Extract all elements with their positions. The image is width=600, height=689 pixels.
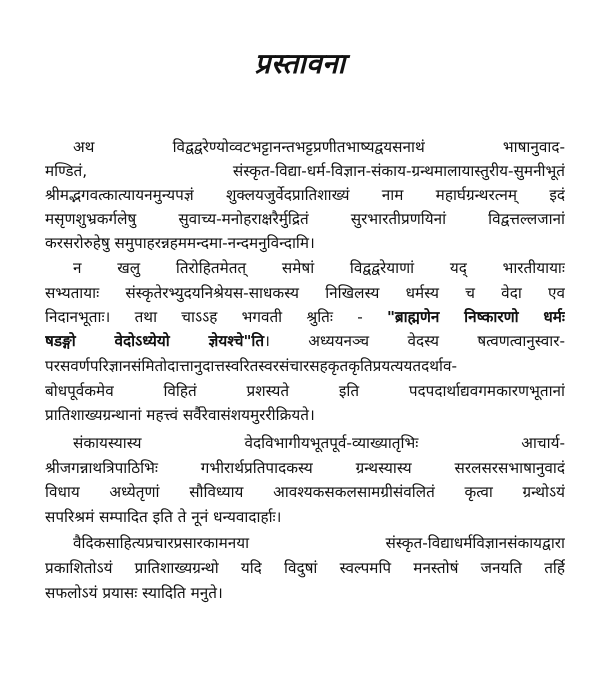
text-line: करसरोरुहेषु समुपाहरन्नहममन्दमा-नन्दमनुविन्दामि। bbox=[45, 234, 315, 252]
text-line: मसृणशुभ्रकर्गलेषु सुवाच्य-मनोहराक्षरैर्मुद्रितं सुरभारतीप्रणयिनां विद्वत्तल्लजानां bbox=[45, 210, 565, 228]
text-line: सफलोऽयं प्रयासः स्यादिति मनुते। bbox=[45, 584, 223, 602]
page-title: प्रस्तावना bbox=[254, 47, 346, 80]
text-line: सभ्यतायाः संस्कृतेरभ्युदयनिश्रेयस-साधकस्य निखिलस्य धर्मस्य च वेदा एव bbox=[45, 284, 565, 302]
text-line: प्रकाशितोऽयं प्रातिशाख्यग्रन्थो यदि विदुषां स्वल्पमपि मनस्तोषं जनयति तर्हि bbox=[45, 559, 565, 577]
text-line: न खलु तिरोहितमेतत् समेषां विद्वद्वरेयाणां यद् भारतीयायाः bbox=[73, 259, 565, 277]
text-line: परसवर्णपरिज्ञानसंमितोदात्तानुदात्तस्वरितस्वरसंचारसहकृतकृतिप्रयत्ययतदर्थाव- bbox=[45, 357, 458, 375]
text-line: निदानभूताः। तथा चाऽऽह भगवती श्रुतिः - "ब्राह्मणेन निष्कारणो धर्मः bbox=[45, 308, 565, 326]
text-line: श्रीजगन्नाथत्रिपाठिभिः गभीरार्थप्रतिपादकस्य ग्रन्थस्यास्य सरलसरसभाषानुवादं bbox=[45, 459, 565, 477]
text-line: संकायस्यास्य वेदविभागीयभूतपूर्व-व्याख्यातृभिः आचार्य- bbox=[73, 434, 565, 452]
text-line: विधाय अध्येतृणां सौविध्याय आवश्यकसकलसामग्रीसंवलितं कृत्वा ग्रन्थोऽयं bbox=[45, 483, 565, 501]
text-line: अथ विद्वद्वरेण्योव्वटभट्टानन्तभट्टप्रणीतभाष्यद्वयसनाथं भाषानुवाद- bbox=[73, 138, 565, 156]
text-line: बोधपूर्वकमेव विहितं प्रशस्यते इति पदपदार्थाद्यवगमकारणभूतानां bbox=[45, 382, 565, 400]
text-line: सपरिश्रमं सम्पादित इति ते नूनं धन्यवादार्हाः। bbox=[45, 508, 282, 526]
text-line: वैदिकसाहित्यप्रचारप्रसारकामनया संस्कृत-विद्याधर्मविज्ञानसंकायद्वारा bbox=[73, 534, 565, 552]
text-line: मण्डितं, संस्कृत-विद्या-धर्म-विज्ञान-संकाय-ग्रन्थमालायास्तुरीय-सुमनीभूतं bbox=[45, 162, 565, 180]
quoted-verse: "ब्राह्मणेन निष्कारणो धर्मः bbox=[386, 308, 565, 326]
text-line: प्रातिशाख्यग्रन्थानां महत्त्वं सर्वैरेवासंशयमुररीक्रियते। bbox=[45, 406, 315, 424]
quoted-verse: षडङ्गो वेदोऽध्येयो ज्ञेयश्चे"ति bbox=[45, 332, 265, 350]
text-line: षडङ्गो वेदोऽध्येयो ज्ञेयश्चे"ति। अध्ययनञ्च वेदस्य षत्वणत्वानुस्वार- bbox=[45, 332, 565, 350]
text-line: श्रीमद्भगवत्कात्यायनमुन्यपज्ञं शुक्लयजुर्वेदप्रातिशाख्यं नाम महार्घग्रन्थरत्नम् इदं bbox=[45, 186, 565, 204]
